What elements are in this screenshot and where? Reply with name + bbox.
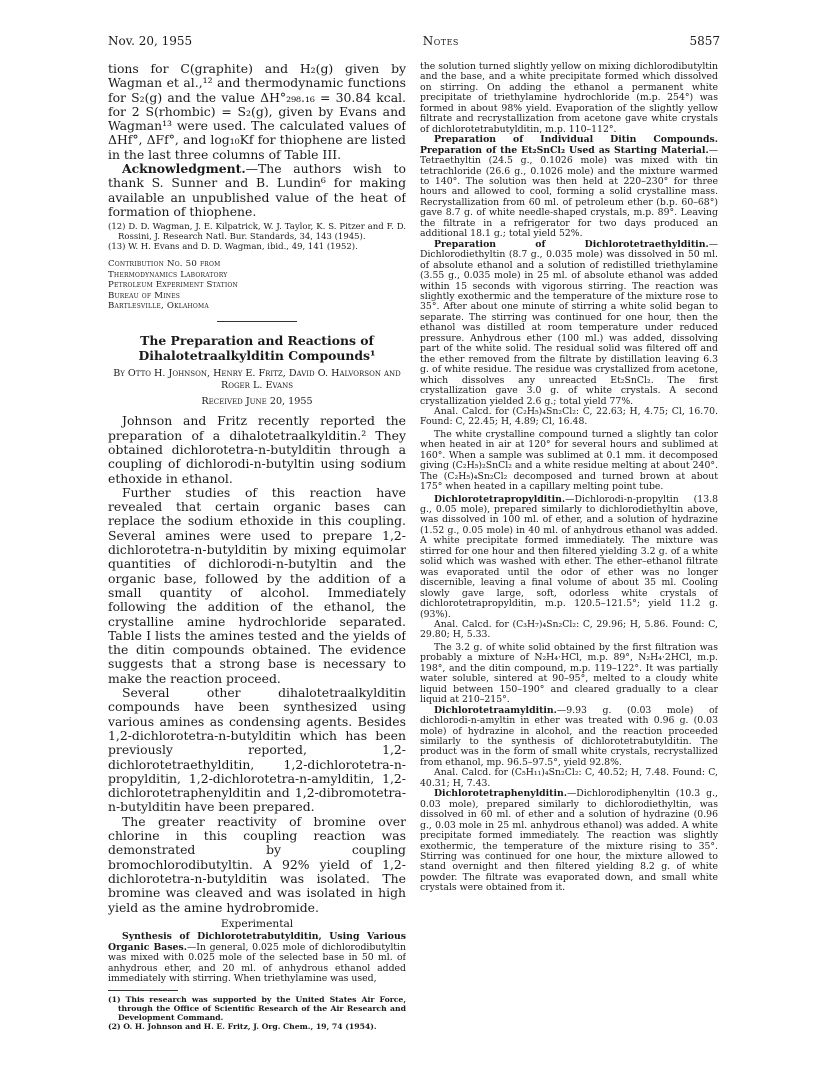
intro-paragraph: tions for C(graphite) and H₂(g) given by Wagman et al.,¹² and thermodynamic functions for S₂(g) and the value ΔH°₂₉₈.₁₆ = 30.84 kcal. for 2 S(rhombic) = S₂(g), given by Evans and Wagman¹³ were used. The calculated values of ΔHf°, ΔFf°, and log₁₀Kf for thiophene are listed in the last three columns of Table III. — [108, 62, 406, 162]
header-section: Notes — [422, 34, 459, 48]
tetraphenylditin-text: —Dichlorodiphenyltin (10.3 g., 0.03 mole), prepared similarly to dichlorodiethyltin, was dissolved in 60 ml. of ether and a solution of hydrazine (0.96 g., 0.03 mole in 25 ml. anhydrous ethanol) was added. A white precipitate formed immediately. The reaction was slightly exothermic, the temperature of the mixture rising to 35°. Stirring was continued for one hour, the mixture allowed to stand overnight and then filtered yielding 8.2 g. of white powder. The filtrate was evaporated down, and small white crystals were obtained from it. — [420, 788, 718, 894]
experimental-heading: Experimental — [220, 917, 294, 930]
body-paragraph-3: Several other dihalotetraalkylditin compounds have been synthesized using various amines as condensing agents. Besides 1,2-dichlorotetra-n-butylditin which has been previously reported, 1,2-dichlorotetraethylditin, 1,2-dichlorotetra-n-propylditin, 1,2-dichlorotetra-n-amylditin, 1,2-dichlorotetraphenylditin and 1,2-dibromotetra-n-butylditin have been prepared. — [108, 685, 406, 815]
divider — [217, 321, 297, 322]
header-date: Nov. 20, 1955 — [108, 34, 193, 48]
tetrapropylditin-heading: Dichlorotetrapropylditin. — [434, 493, 566, 505]
body-paragraph-4: The greater reactivity of bromine over chlorine in this coupling reaction was demonstrated by coupling bromochlorodibutyltin. A 92% yield of 1,2-dichlorotetra-n-butylditin was isolated. The bromine was cleaved and was isolated in high yield as the amine hydrobromide. — [108, 813, 406, 915]
tetraamylditin-heading: Dichlorotetraamylditin. — [434, 704, 557, 716]
right-column — [420, 62, 718, 1057]
footnote-1: (1) This research was supported by the United States Air Force, through the Office of Scientific Research of the Air Research and Development Command. — [108, 994, 406, 1022]
analysis-1: Anal. Calcd. for (C₂H₅)₄Sn₂Cl₂: C, 22.63; H, 4.75; Cl, 16.70. Found: C, 22.45; H, 4.89; Cl, 16.48. — [420, 405, 718, 428]
analysis-2: Anal. Calcd. for (C₃H₇)₄Sn₂Cl₂: C, 29.96; H, 5.86. Found: C, 29.80; H, 5.33. — [420, 619, 718, 641]
affiliation-line: Thermodynamics Laboratory — [108, 269, 228, 280]
continued-paragraph: the solution turned slightly yellow on mixing dichlorodibutyltin and the base, and a white precipitate formed which dissolved on stirring. On adding the ethanol a permanent white precipitate of triethylamine hydrochloride (m.p. 254°) was formed in about 98% yield. Evaporation of the slightly yellow filtrate and recrystallization from acetone gave white crystals of dichlorotetrabutylditin, m.p. 110–112°. — [420, 62, 718, 135]
affiliation-line: Bureau of Mines — [108, 290, 181, 301]
white-compound-paragraph: The white crystalline compound turned a slightly tan color when heated in air at 120° for several hours and sublimed at 160°. When a sample was sublimed at 0.1 mm. it decomposed giving (C₂H₅)₂SnCl₂ and a white residue melting at about 240°. The (C₂H₅)₄Sn₂Cl₂ decomposed and turned brown at about 175° when heated in a capillary melting point tube. — [420, 428, 718, 493]
header-page-number: 5857 — [689, 34, 720, 48]
body-paragraph-2: Further studies of this reaction have revealed that certain organic bases can replace the sodium ethoxide in this coupling. Several amines were used to prepare 1,2-dichlorotetra-n-butylditin by mixing equimolar quantities of dichlorodi-n-butyltin and the organic base, followed by the addition of a small quantity of alcohol. Immediately following the addition of the ethanol, the crystalline amine hydrochloride separated. Table I lists the amines tested and the yields of the ditin compounds obtained. The evidence suggests that a strong base is necessary to make the reaction proceed. — [108, 484, 406, 686]
reference-12: (12) D. D. Wagman, J. E. Kilpatrick, W. J. Taylor, K. S. Pitzer and F. D. Rossini, J. Research Natl. Bur. Standards, 34, 143 (1945). — [108, 222, 406, 242]
running-header — [108, 34, 720, 50]
synthesis-text: —In general, 0.025 mole of dichlorodibutyltin was mixed with 0.025 mole of the selected base in 50 ml. of anhydrous ether, and 20 ml. of anhydrous ethanol added immediately with stirring. When triethylamine was used, — [108, 941, 406, 985]
tetraphenylditin-paragraph — [420, 789, 718, 894]
reference-13: (13) W. H. Evans and D. D. Wagman, ibid., 49, 141 (1952). — [108, 241, 358, 252]
article-title: The Preparation and Reactions of Dihalotetraalkylditin Compounds¹ — [138, 333, 376, 363]
affiliation-line: Petroleum Experiment Station — [108, 280, 238, 291]
individual-ditin-text: —Tetraethyltin (24.5 g., 0.1026 mole) was mixed with tin tetrachloride (26.6 g., 0.1026 mole) and the mixture warmed to 140°. The solution was then held at 220–230° for three hours and allowed to cool, forming a solid crystalline mass. Recrystallization from 60 ml. of petroleum ether (b.p. 60–68°) gave 8.7 g. of white needle-shaped crystals, m.p. 89°. Leaving the filtrate in a refrigerator for two days produced an additional 18.1 g.; total yield 52%. — [420, 144, 718, 240]
tetraamylditin-paragraph — [420, 706, 718, 769]
tetrapropylditin-text: —Dichlorodi-n-propyltin (13.8 g., 0.05 mole), prepared similarly to dichlorodiethyltin above, was dissolved in 100 ml. of ether, and a solution of hydrazine (1.52 g., 0.05 mole) in 40 ml. of anhydrous ethanol was added. A white precipitate formed immediately. The mixture was stirred for one hour and then filtered yielding 3.2 g. of a white solid which was washed with ether. The ether–ethanol filtrate was evaporated until the odor of ether was no longer discernible, leaving a final volume of about 35 ml. Cooling slowly gave large, soft, odorless white crystals of dichlorotetrapropylditin, m.p. 120.5–121.5°; yield 11.2 g. (93%). — [420, 493, 718, 620]
ack-text: —The authors wish to thank S. Sunner and B. Lundin⁶ for making available an unpublished value of the heat of formation of thiophene. — [108, 161, 406, 219]
tetraphenylditin-heading: Dichlorotetraphenylditin. — [434, 788, 567, 800]
affiliation-line: Bartlesville, Oklahoma — [108, 301, 209, 311]
article-authors: By Otto H. Johnson, Henry E. Fritz, David O. Halvorson and Roger L. Evans — [113, 368, 401, 392]
tetraamylditin-text: —9.93 g. (0.03 mole) of dichlorodi-n-amyltin in ether was treated with 0.96 g. (0.03 mole) of hydrazine in alcohol, and the reaction proceeded similarly to the synthesis of dichlorotetrabutylditin. The product was in the form of small white crystals, recrystallized from ethanol, mp. 96.5–97.5°, yield 92.8%. — [420, 704, 718, 768]
synthesis-heading: Synthesis of Dichlorotetrabutylditin, Using Various Organic Bases. — [108, 931, 406, 953]
received-date: Received June 20, 1955 — [201, 396, 313, 408]
tetrapropylditin-paragraph — [420, 495, 718, 620]
analysis-3: Anal. Calcd. for (C₅H₁₁)₄Sn₂Cl₂: C, 40.52; H, 7.48. Found: C, 40.31; H, 7.43. — [420, 767, 718, 789]
affiliation — [108, 259, 406, 311]
individual-ditin-heading: Preparation of Individual Ditin Compounds. Preparation of the Et₂SnCl₂ Used as Starting Material. — [420, 134, 718, 156]
tetraethylditin-paragraph — [420, 240, 718, 407]
white-solid-paragraph: The 3.2 g. of white solid obtained by the first filtration was probably a mixture of N₂H₄·HCl, m.p. 89°, N₂H₄·2HCl, m.p. 198°, and the ditin compound, m.p. 119–122°. It was partially water soluble, sintered at 90–95°, melted to a cloudy white liquid between 150–190° and cleared gradually to a clear liquid at 210–215°. — [420, 641, 718, 706]
footnote-divider — [108, 990, 178, 991]
tetraethylditin-heading: Preparation of Dichlorotetraethylditin. — [434, 238, 709, 250]
footnote-2: (2) O. H. Johnson and H. E. Fritz, J. Org. Chem., 19, 74 (1954). — [108, 1022, 377, 1032]
body-paragraph-1: Johnson and Fritz recently reported the preparation of a dihalotetraalkylditin.² They obtained dichlorotetra-n-butylditin through a coupling of dichlorodi-n-butyltin using sodium ethoxide in ethanol. — [108, 413, 406, 486]
affiliation-line: Contribution No. 50 from — [108, 259, 221, 270]
synthesis-paragraph — [108, 932, 406, 984]
tetraethylditin-text: —Dichlorodiethyltin (8.7 g., 0.035 mole) was dissolved in 50 ml. of absolute ethanol and a solution of redistilled triethylamine (3.55 g., 0.035 mole) in 25 ml. of absolute ethanol was added within 15 seconds with vigorous stirring. The reaction was slightly exothermic and the temperature of the mixture rose to 35°. After about one minute of stirring a white solid began to separate. The stirring was continued for one hour, then the ethanol was distilled at room temperature under reduced pressure. Anhydrous ether (100 ml.) was added, dissolving part of the white solid. The residual solid was filtered off and the ether removed from the filtrate by distillation leaving 6.3 g. of white residue. The residue was crystallized from acetone, which dissolves any unreacted Et₂SnCl₂. The first crystallization gave 3.0 g. of white crystals. A second crystallization yielded 2.6 g.; total yield 77%. — [420, 238, 718, 407]
ack-heading: Acknowledgment. — [122, 161, 246, 177]
individual-ditin-paragraph — [420, 135, 718, 240]
left-column — [108, 62, 406, 1057]
acknowledgment — [108, 162, 406, 219]
